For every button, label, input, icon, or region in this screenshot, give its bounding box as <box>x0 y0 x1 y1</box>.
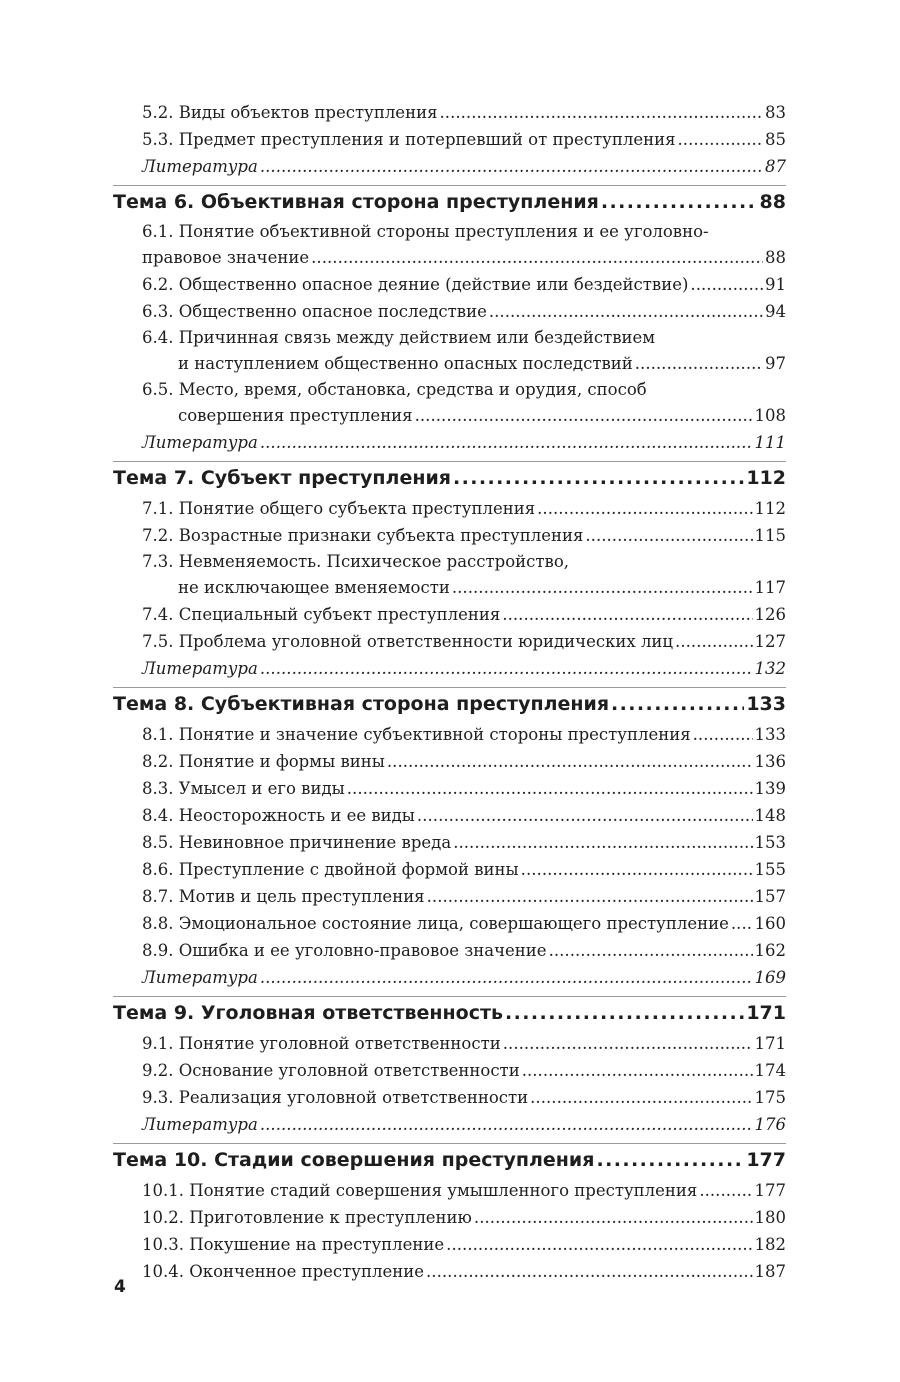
toc-page-number: 115 <box>754 526 786 545</box>
toc-page-number: 112 <box>754 499 786 518</box>
toc-page-number: 117 <box>754 578 786 597</box>
toc-leader-dots <box>453 829 752 856</box>
toc-topic-heading <box>113 996 786 1030</box>
toc-entry <box>113 829 786 856</box>
toc-page-number: 111 <box>754 433 786 452</box>
toc-entry <box>113 775 786 802</box>
toc-page-number: 85 <box>765 130 786 149</box>
toc-leader-dots <box>690 271 763 298</box>
toc-leader-dots <box>439 99 763 126</box>
toc-page-number: 133 <box>746 693 786 715</box>
toc-page-number: 83 <box>765 103 786 122</box>
toc-page-number: 187 <box>754 1262 786 1281</box>
toc-entry-title: 6.5. Место, время, обстановка, средства и орудия, способ <box>142 380 647 399</box>
toc-entry-title: 9.2. Основание уголовной ответственности <box>142 1061 520 1080</box>
toc-entry-title-cont: и наступлением общественно опасных последствий <box>178 354 633 373</box>
toc-page-number: 171 <box>746 1002 786 1024</box>
toc-page-number: 108 <box>754 406 786 425</box>
toc-entry-title: 7.4. Специальный субъект преступления <box>142 605 501 624</box>
toc-leader-dots <box>427 883 753 910</box>
toc-entry-title: Литература <box>142 968 258 987</box>
toc-entry <box>113 549 786 601</box>
toc-entry-title: 8.2. Понятие и формы вины <box>142 752 385 771</box>
toc-entry-line <box>142 351 786 377</box>
toc-entry-title: 10.2. Приготовление к преступлению <box>142 1208 472 1227</box>
toc-leader-dots <box>635 351 763 377</box>
toc-page-number: 97 <box>765 354 786 373</box>
toc-entry <box>113 601 786 628</box>
toc-entry-title: 8.8. Эмоциональное состояние лица, совершающего преступление <box>142 914 729 933</box>
toc-entry <box>113 1057 786 1084</box>
toc-entry <box>113 1030 786 1057</box>
toc-leader-dots <box>387 748 753 775</box>
toc-entry <box>113 856 786 883</box>
toc-entry-title: 5.3. Предмет преступления и потерпевший от преступления <box>142 130 676 149</box>
toc-entry <box>113 1204 786 1231</box>
toc-entry-title: Литература <box>142 1115 258 1134</box>
toc-entry-title: 8.3. Умысел и его виды <box>142 779 345 798</box>
toc-literature-entry <box>113 655 786 682</box>
toc-page-number: 174 <box>754 1061 786 1080</box>
toc-entry <box>113 1258 786 1285</box>
toc-entry-title: 8.1. Понятие и значение субъективной стороны преступления <box>142 725 691 744</box>
toc-page-number: 112 <box>746 467 786 489</box>
toc-topic-heading <box>113 185 786 219</box>
toc-leader-dots <box>417 802 753 829</box>
toc-page-number: 177 <box>746 1149 786 1171</box>
toc-leader-dots <box>260 153 763 180</box>
toc-entry-title: 9.3. Реализация уголовной ответственности <box>142 1088 529 1107</box>
toc-entry <box>113 495 786 522</box>
toc-leader-dots <box>537 495 752 522</box>
toc-page-number: 153 <box>754 833 786 852</box>
toc-entry <box>113 298 786 325</box>
toc-page-number: 160 <box>754 914 786 933</box>
toc-page-number: 127 <box>754 632 786 651</box>
toc-entry <box>113 937 786 964</box>
toc-page-number: 175 <box>754 1088 786 1107</box>
toc-entry-title-cont: совершения преступления <box>178 406 413 425</box>
toc-page-number: 133 <box>754 725 786 744</box>
toc-leader-dots <box>502 601 752 628</box>
toc-entry-title-cont: правовое значение <box>142 248 310 267</box>
toc-literature-entry <box>113 429 786 456</box>
toc-leader-dots <box>446 1231 752 1258</box>
toc-leader-dots <box>522 1057 753 1084</box>
toc-entry-title: 5.2. Виды объектов преступления <box>142 103 438 122</box>
toc-entry <box>113 126 786 153</box>
toc-page-number: 169 <box>754 968 786 987</box>
toc-leader-dots <box>347 775 753 802</box>
toc-literature-entry <box>113 964 786 991</box>
toc-leader-dots <box>596 1144 744 1177</box>
toc-entry-title: 10.3. Покушение на преступление <box>142 1235 445 1254</box>
toc-entry-title: 8.7. Мотив и цель преступления <box>142 887 425 906</box>
toc-entry <box>113 721 786 748</box>
toc-page-number: 148 <box>754 806 786 825</box>
toc-entry-title: 8.4. Неосторожность и ее виды <box>142 806 415 825</box>
toc-entry <box>113 748 786 775</box>
toc-leader-dots <box>693 721 753 748</box>
toc-page-number: 88 <box>759 191 786 213</box>
toc-entry-title: 9.1. Понятие уголовной ответственности <box>142 1034 501 1053</box>
toc-page-number: 136 <box>754 752 786 771</box>
toc-leader-dots <box>731 910 753 937</box>
toc-page-number: 155 <box>754 860 786 879</box>
toc-page-number: 87 <box>765 157 786 176</box>
toc-topic-heading <box>113 687 786 721</box>
toc-leader-dots <box>474 1204 753 1231</box>
toc-entry-title: 8.6. Преступление с двойной формой вины <box>142 860 519 879</box>
toc-page-number: 162 <box>754 941 786 960</box>
toc-entry-title: 6.1. Понятие объективной стороны преступления и ее уголовно- <box>142 222 709 241</box>
toc-entry-title: Тема 8. Субъективная сторона преступления <box>113 693 610 715</box>
toc-entry-title: 7.2. Возрастные признаки субъекта преступления <box>142 526 584 545</box>
toc-entry-title: 10.1. Понятие стадий совершения умышленного преступления <box>142 1181 698 1200</box>
toc-entry-title: 7.5. Проблема уголовной ответственности юридических лиц <box>142 632 674 651</box>
toc-literature-entry <box>113 153 786 180</box>
toc-leader-dots <box>699 1177 752 1204</box>
toc-entry <box>113 377 786 429</box>
toc-leader-dots <box>505 997 744 1030</box>
toc-entry-line <box>142 403 786 429</box>
toc-entry-title: 10.4. Оконченное преступление <box>142 1262 425 1281</box>
toc-page-number: 180 <box>754 1208 786 1227</box>
toc-leader-dots <box>311 245 763 271</box>
toc-entry-title: 6.4. Причинная связь между действием или бездействием <box>142 328 656 347</box>
toc-leader-dots <box>503 1030 753 1057</box>
toc-entry-title: 6.2. Общественно опасное деяние (действие или бездействие) <box>142 275 689 294</box>
toc-literature-entry <box>113 1111 786 1138</box>
toc-topic-heading <box>113 461 786 495</box>
toc-leader-dots <box>675 628 752 655</box>
toc-page-number: 88 <box>765 248 786 267</box>
toc-leader-dots <box>549 937 753 964</box>
toc-leader-dots <box>489 298 763 325</box>
toc-entry-title: Литература <box>142 659 258 678</box>
page-number: 4 <box>114 1277 126 1297</box>
toc-page-number: 139 <box>754 779 786 798</box>
toc-entry-line <box>142 245 786 271</box>
toc-entry-title: 6.3. Общественно опасное последствие <box>142 302 487 321</box>
toc-page-number: 177 <box>754 1181 786 1200</box>
toc-entry <box>113 628 786 655</box>
toc-leader-dots <box>611 688 744 721</box>
toc-entry <box>113 910 786 937</box>
toc-page-number: 132 <box>754 659 786 678</box>
toc-entry-title: 8.5. Невиновное причинение вреда <box>142 833 452 852</box>
toc-page-number: 176 <box>754 1115 786 1134</box>
toc-entry-title: Тема 10. Стадии совершения преступления <box>113 1149 595 1171</box>
toc-page-number: 126 <box>754 605 786 624</box>
toc-leader-dots <box>260 429 753 456</box>
toc-page-number: 94 <box>765 302 786 321</box>
toc-entry <box>113 883 786 910</box>
toc-page-number: 157 <box>754 887 786 906</box>
toc-entry <box>113 802 786 829</box>
toc-entry-title: 7.1. Понятие общего субъекта преступления <box>142 499 536 518</box>
toc-entry-title: 8.9. Ошибка и ее уголовно-правовое значение <box>142 941 547 960</box>
table-of-contents <box>113 99 786 1285</box>
toc-leader-dots <box>415 403 753 429</box>
toc-entry-title-cont: не исключающее вменяемости <box>178 578 450 597</box>
toc-entry-title: Литература <box>142 433 258 452</box>
toc-leader-dots <box>260 655 753 682</box>
toc-entry <box>113 522 786 549</box>
toc-leader-dots <box>260 1111 753 1138</box>
toc-page-number: 171 <box>754 1034 786 1053</box>
toc-entry <box>113 271 786 298</box>
toc-entry <box>113 1231 786 1258</box>
toc-leader-dots <box>426 1258 752 1285</box>
toc-entry-title: Литература <box>142 157 258 176</box>
toc-leader-dots <box>585 522 752 549</box>
toc-entry-title: Тема 9. Уголовная ответственность <box>113 1002 504 1024</box>
toc-leader-dots <box>452 575 753 601</box>
toc-leader-dots <box>453 462 744 495</box>
toc-entry-line <box>142 575 786 601</box>
toc-entry-title: Тема 7. Субъект преступления <box>113 467 451 489</box>
toc-entry <box>113 1084 786 1111</box>
toc-leader-dots <box>521 856 753 883</box>
toc-entry <box>113 1177 786 1204</box>
toc-entry <box>113 99 786 126</box>
toc-topic-heading <box>113 1143 786 1177</box>
toc-leader-dots <box>260 964 753 991</box>
toc-leader-dots <box>678 126 764 153</box>
toc-leader-dots <box>601 186 758 219</box>
toc-page-number: 91 <box>765 275 786 294</box>
toc-entry-title: 7.3. Невменяемость. Психическое расстройство, <box>142 552 569 571</box>
toc-entry <box>113 219 786 271</box>
toc-page-number: 182 <box>754 1235 786 1254</box>
toc-entry-title: Тема 6. Объективная сторона преступления <box>113 191 599 213</box>
toc-entry <box>113 325 786 377</box>
toc-leader-dots <box>530 1084 752 1111</box>
